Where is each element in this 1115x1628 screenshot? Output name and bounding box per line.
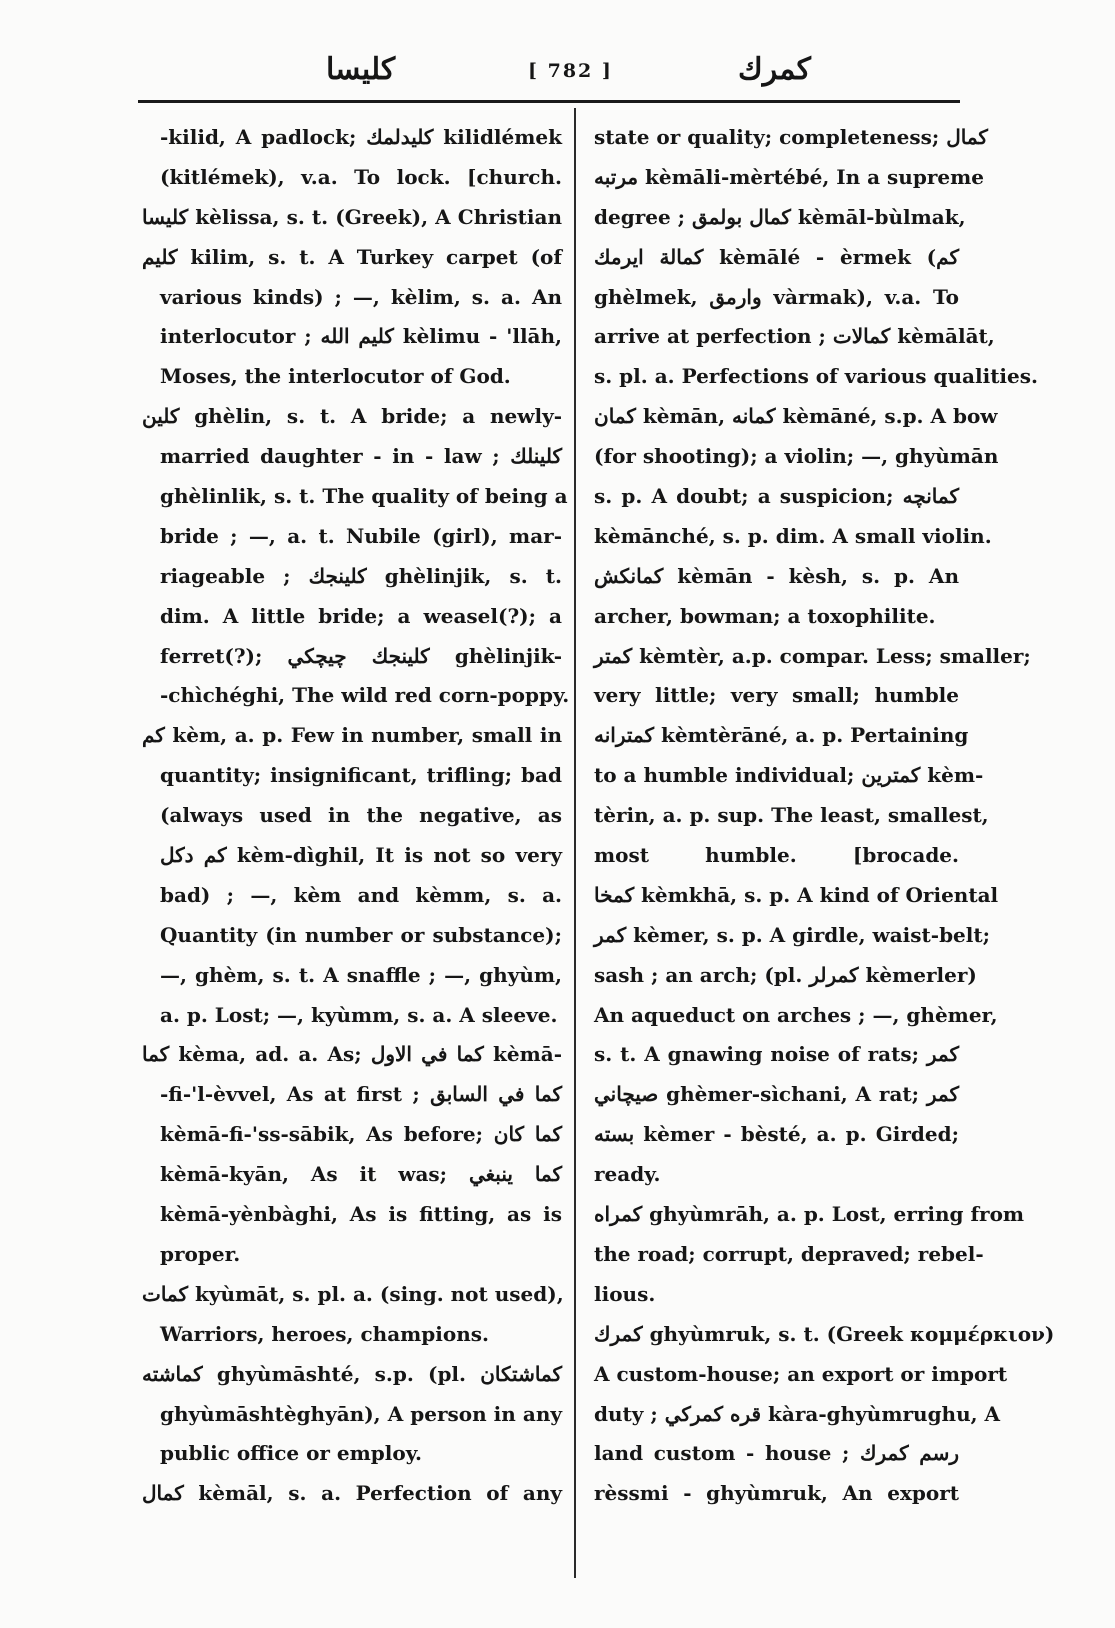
entry-line: archer, bowman; a toxophilite. bbox=[594, 603, 936, 628]
entry-line: ghèlmek, وارمق vàrmak), v.a. To bbox=[594, 284, 959, 309]
header-left-word: كليسا bbox=[326, 52, 396, 87]
entry-line: An aqueduct on arches ; —, ghèmer, bbox=[594, 1002, 998, 1027]
entry-line: كمترانه kèmtèrāné, a. p. Pertaining bbox=[594, 723, 969, 748]
entry-line: bride ; —, a. t. Nubile (girl), mar- bbox=[160, 523, 562, 548]
left-column bbox=[142, 118, 570, 1514]
entry-line: s. p. A doubt; a suspicion; كمانچه bbox=[594, 484, 959, 509]
entry-line: s. pl. a. Perfections of various qualities. bbox=[594, 364, 1038, 389]
entry-line: (kitlémek), v.a. To lock. [church. bbox=[160, 164, 562, 189]
entry-line: كما kèma, ad. a. As; كما في الاول kèmā- bbox=[142, 1042, 562, 1067]
entry-line: ready. bbox=[594, 1162, 661, 1187]
entry-line: most humble. [brocade. bbox=[594, 843, 959, 868]
entry-line: مرتبه kèmāli-mèrtébé, In a supreme bbox=[594, 164, 984, 189]
entry-line: كليسا kèlissa, s. t. (Greek), A Christian bbox=[142, 204, 562, 229]
entry-line: Quantity (in number or substance); bbox=[160, 922, 562, 947]
entry-line: kèmānché, s. p. dim. A small violin. bbox=[594, 523, 992, 548]
entry-line: -chìchéghi, The wild red corn-poppy. bbox=[160, 683, 570, 708]
entry-line: A custom-house; an export or import bbox=[594, 1361, 1008, 1386]
entry-line: quantity; insignificant, trifling; bad bbox=[160, 763, 562, 788]
entry-line: ghèlinlik, s. t. The quality of being a bbox=[160, 484, 568, 509]
entry-line: kèmā-yènbàghi, As is fitting, as is bbox=[160, 1202, 562, 1227]
entry-line: riageable ; كلينجك ghèlinjik, s. t. bbox=[160, 563, 562, 588]
entry-line: كليم kilim, s. t. A Turkey carpet (of bbox=[142, 244, 562, 269]
entry-line: rèssmi - ghyùmruk, An export bbox=[594, 1481, 959, 1506]
column-divider bbox=[574, 108, 576, 1578]
entry-line: married daughter - in - law ; كلينلك bbox=[160, 444, 562, 469]
entry-line: —, ghèm, s. t. A snaffle ; —, ghyùm, bbox=[160, 962, 562, 987]
entry-line: kèmā-fi-'ss-sābik, As before; كما كان bbox=[160, 1122, 563, 1147]
entry-line: state or quality; completeness; كمال bbox=[594, 125, 988, 149]
entry-line: duty ; قره كمركي kàra-ghyùmrughu, A bbox=[594, 1401, 1001, 1426]
entry-line: kèmā-kyān, As it was; كما ينبغي bbox=[160, 1162, 562, 1187]
entry-line: كم دكل kèm-dìghil, It is not so very bbox=[160, 843, 562, 868]
entry-line: to a humble individual; كمترين kèm- bbox=[594, 763, 984, 788]
entry-line: كمالة ايرمك kèmālé - èrmek (كم bbox=[594, 244, 959, 269]
entry-line: ghyùmāshtèghyān), A person in any bbox=[160, 1401, 562, 1426]
entry-line: صيچاني ghèmer-sìchani, A rat; كمر bbox=[594, 1082, 959, 1107]
entry-line: ferret(?); كلينجك چيچكي ghèlinjik- bbox=[160, 643, 563, 668]
entry-line: very little; very small; humble bbox=[594, 683, 959, 708]
entry-line: land custom - house ; رسم كمرك bbox=[594, 1441, 959, 1466]
entry-line: tèrin, a. p. sup. The least, smallest, bbox=[594, 803, 989, 828]
entry-line: كمرك ghyùmruk, s. t. (Greek κομμέρκιον) bbox=[594, 1321, 1055, 1346]
entry-line: a. p. Lost; —, kyùmm, s. a. A sleeve. bbox=[160, 1002, 558, 1027]
entry-line: كمراه ghyùmrāh, a. p. Lost, erring from bbox=[594, 1202, 1025, 1227]
entry-line: public office or employ. bbox=[160, 1441, 423, 1466]
entry-line: degree ; كمال بولمق kèmāl-bùlmak, bbox=[594, 204, 966, 229]
header-rule bbox=[138, 100, 960, 103]
entry-line: Warriors, heroes, champions. bbox=[160, 1321, 489, 1346]
page-number: [ 782 ] bbox=[528, 60, 613, 82]
entry-line: كلين ghèlin, s. t. A bride; a newly- bbox=[142, 404, 562, 429]
entry-line: كمانكش kèmān - kèsh, s. p. An bbox=[594, 563, 959, 588]
entry-line: s. t. A gnawing noise of rats; كمر bbox=[594, 1042, 959, 1067]
entry-line: dim. A little bride; a weasel(?); a bbox=[160, 603, 562, 628]
entry-line: lious. bbox=[594, 1281, 656, 1306]
entry-line: بسته kèmer - bèsté, a. p. Girded; bbox=[594, 1122, 959, 1147]
entry-line: كماشته ghyùmāshté, s.p. (pl. كماشتكان bbox=[142, 1361, 562, 1386]
entry-line: كمخا kèmkhā, s. p. A kind of Oriental bbox=[594, 882, 999, 907]
entry-line: sash ; an arch; (pl. كمرلر kèmerler) bbox=[594, 962, 977, 987]
entry-line: various kinds) ; —, kèlim, s. a. An bbox=[160, 284, 562, 309]
right-column bbox=[594, 118, 1055, 1514]
entry-line: كمتر kèmtèr, a.p. compar. Less; smaller; bbox=[594, 643, 1031, 668]
entry-line: -fi-'l-èvvel, As at first ; كما في السابق bbox=[160, 1082, 562, 1107]
entry-line: Moses, the interlocutor of God. bbox=[160, 364, 511, 389]
entry-line: كم kèm, a. p. Few in number, small in bbox=[142, 723, 562, 748]
entry-line: the road; corrupt, depraved; rebel- bbox=[594, 1241, 984, 1266]
entry-line: كمات kyùmāt, s. pl. a. (sing. not used), bbox=[142, 1281, 564, 1306]
entry-line: proper. bbox=[160, 1241, 241, 1266]
entry-line: كمان kèmān, كمانه kèmāné, s.p. A bow bbox=[594, 404, 998, 429]
entry-line: arrive at perfection ; كمالات kèmālāt, bbox=[594, 324, 995, 349]
entry-line: bad) ; —, kèm and kèmm, s. a. bbox=[160, 882, 562, 907]
entry-line: (for shooting); a violin; —, ghyùmān bbox=[594, 444, 999, 469]
entry-line: كمال kèmāl, s. a. Perfection of any bbox=[142, 1481, 562, 1506]
entry-line: (always used in the negative, as bbox=[160, 803, 562, 828]
page-header bbox=[138, 52, 960, 96]
header-right-word: كمرك bbox=[738, 52, 811, 87]
entry-line: -kilid, A padlock; كليدلمك kilidlémek bbox=[160, 125, 562, 149]
entry-line: كمر kèmer, s. p. A girdle, waist-belt; bbox=[594, 922, 990, 947]
entry-line: interlocutor ; كليم الله kèlimu - 'llāh, bbox=[160, 324, 562, 349]
